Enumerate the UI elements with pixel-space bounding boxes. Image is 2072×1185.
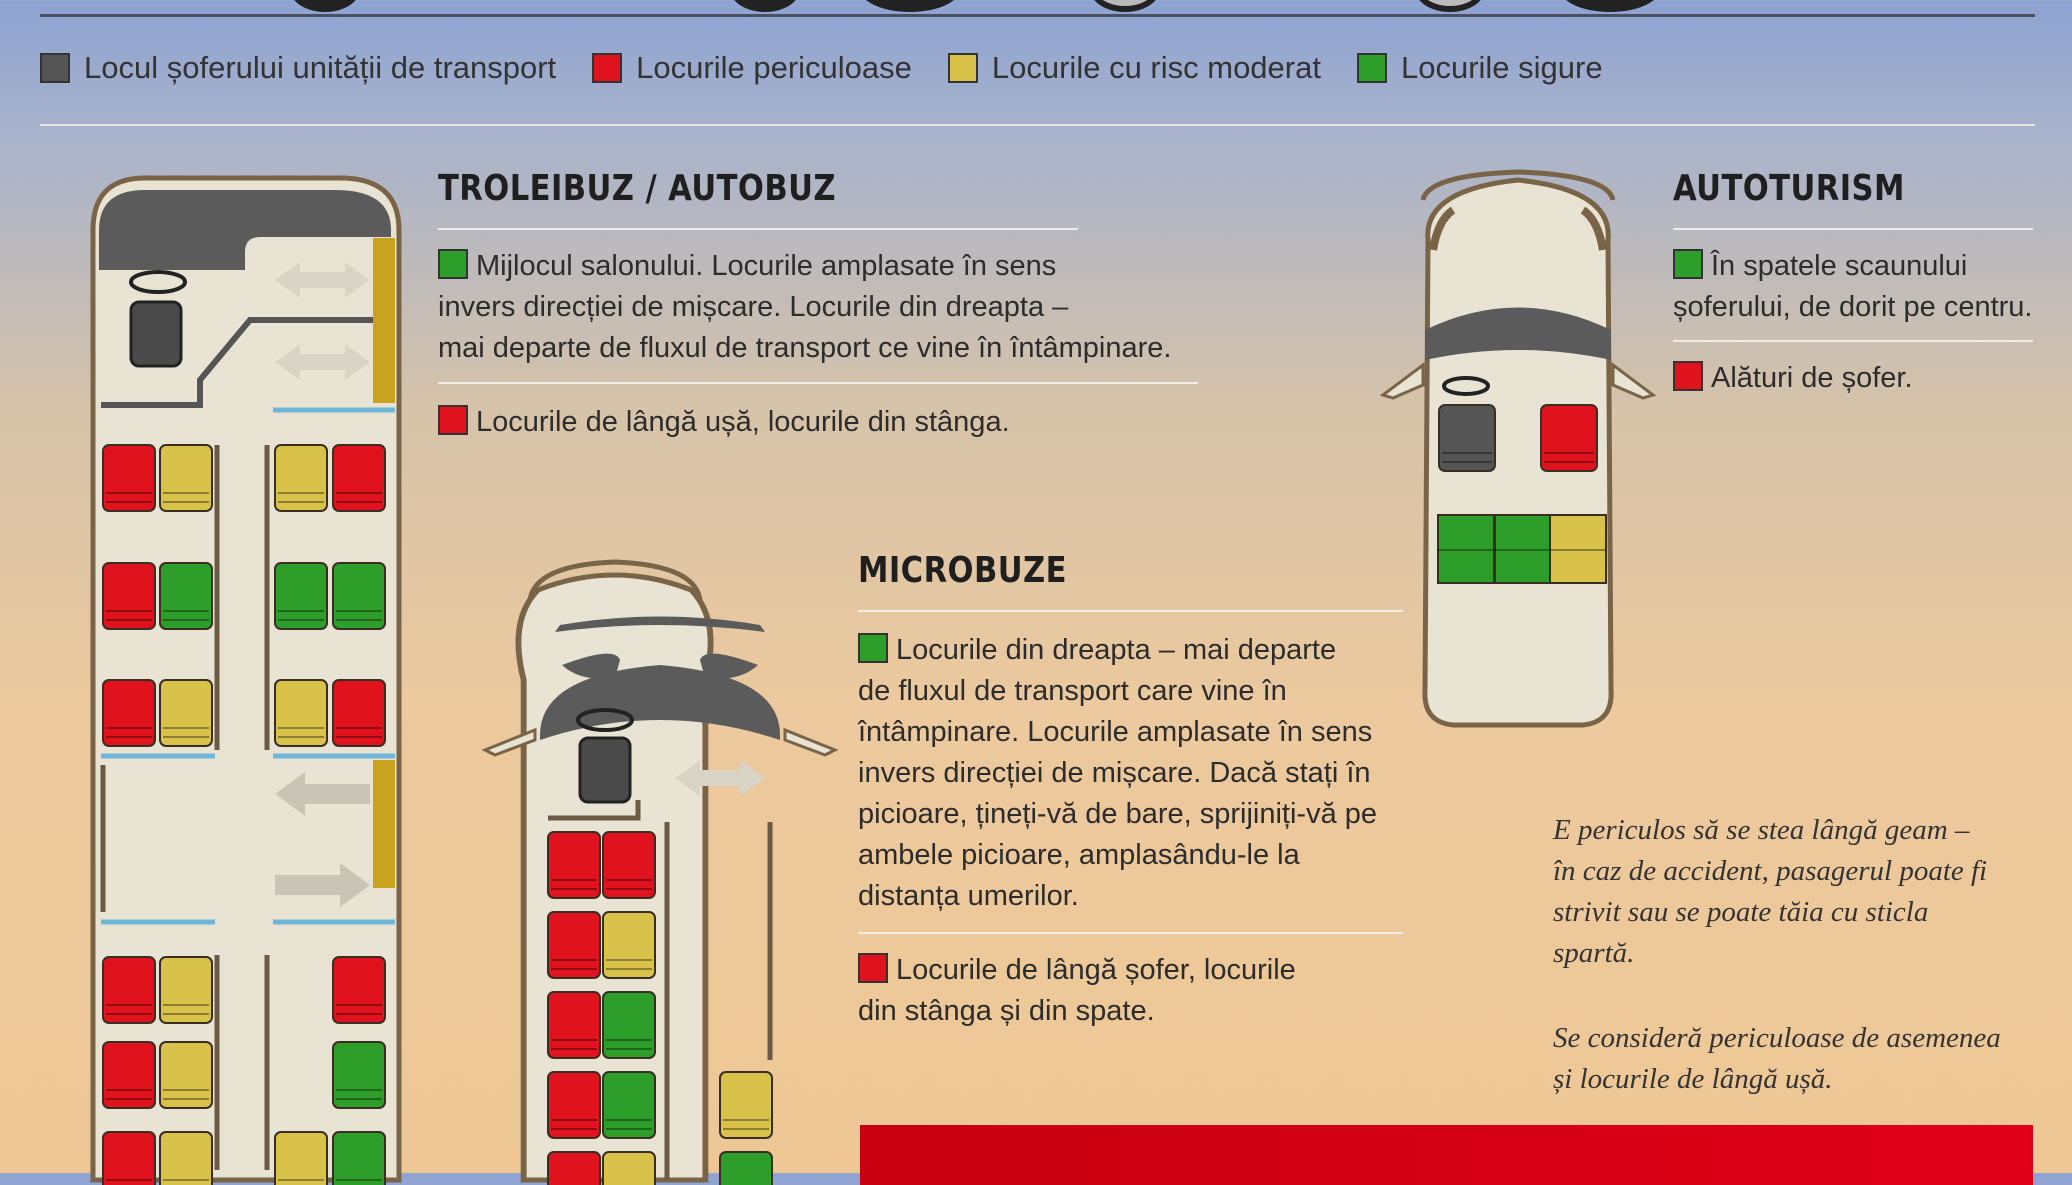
car-diagram [1383,170,1653,740]
car-title: AUTOTURISM [1673,168,1905,209]
minibus-text-divider [858,932,1403,934]
window-note-line-4: spartă. [1553,937,1635,969]
seat-danger [103,1132,155,1185]
minibus-safe-line-3: întâmpinare. Locurile amplasate în sens [858,716,1373,748]
legend-swatch-moderate [948,53,978,83]
minibus-safe-line-6: ambele picioare, amplasându-le la [858,839,1300,871]
bus-diagram [85,170,415,1170]
car-title-underline [1673,228,2033,230]
bottom-red-banner [860,1125,2033,1185]
car-safe-line-2: șoferului, de dorit pe centru. [1673,291,2033,323]
bus-danger-line: Locurile de lângă ușă, locurile din stânga. [476,406,1010,438]
bus-safe-text [438,246,1238,369]
wheel-icon [1415,0,1485,12]
minibus-safe-line-7: distanța umerilor. [858,880,1079,912]
seat-safe [720,1152,772,1185]
bus-safe-line-2: invers direcției de mișcare. Locurile din dreapta – [438,291,1069,323]
bus-title: TROLEIBUZ / AUTOBUZ [438,168,836,209]
legend [40,50,1603,86]
minibus-danger-line-2: din stânga și din spate. [858,995,1155,1027]
legend-swatch-safe [1357,53,1387,83]
car-danger-line: Alături de șofer. [1711,362,1913,394]
car-safe-text [1673,246,2063,328]
danger-swatch [858,953,888,983]
minibus-safe-line-4: invers direcției de mișcare. Dacă stați în [858,757,1371,789]
door-warning-note [1553,1018,2053,1100]
legend-item-safe [1357,50,1603,86]
window-note-line-2: în caz de accident, pasagerul poate fi [1553,855,1988,887]
car-safe-line-1: În spatele scaunului [1711,250,1968,282]
window-note-line-3: strivit sau se poate tăia cu sticla [1553,896,1929,928]
legend-label: Locurile periculoase [636,50,912,85]
minibus-diagram [480,560,840,1180]
window-warning-note [1553,810,2053,974]
bus-text-divider [438,382,1198,384]
seat-danger [548,1152,600,1185]
seat-moderate [275,1132,327,1185]
legend-item-driver [40,50,556,86]
bus-safe-line-3: mai departe de fluxul de transport ce vine în întâmpinare. [438,332,1172,364]
legend-swatch-danger [592,53,622,83]
wheel-icon [730,0,800,12]
seat-moderate [603,1152,655,1185]
minibus-danger-line-1: Locurile de lângă șofer, locurile [896,954,1296,986]
legend-item-danger [592,50,912,86]
legend-item-moderate [948,50,1321,86]
window-note-line-1: E periculos să se stea lângă geam – [1553,814,1970,846]
wheel-icon [1560,0,1660,12]
minibus-safe-line-2: de fluxul de transport care vine în [858,675,1287,707]
danger-swatch [438,405,468,435]
wheel-icon [860,0,960,12]
bus-title-underline [438,228,1078,230]
safe-swatch [858,633,888,663]
car-text-divider [1673,340,2033,342]
legend-label: Locul șoferului unității de transport [84,50,557,85]
minibus-safe-text [858,630,1418,917]
legend-label: Locurile cu risc moderat [991,50,1321,85]
minibus-safe-line-1: Locurile din dreapta – mai departe [896,634,1337,666]
legend-divider [40,124,2035,126]
minibus-danger-text [858,950,1418,1032]
minibus-title: MICROBUZE [858,550,1067,591]
minibus-safe-line-5: picioare, țineți-vă de bare, sprijiniți-vă pe [858,798,1378,830]
legend-swatch-driver [40,53,70,83]
seat-moderate [160,1132,212,1185]
wheel-icon [290,0,360,12]
minibus-title-underline [858,610,1403,612]
door-note-line-1: Se consideră periculoase de asemenea [1553,1022,2001,1054]
wheel-icon [1090,0,1160,12]
danger-swatch [1673,361,1703,391]
car-danger-text [1673,358,2063,399]
legend-label: Locurile sigure [1400,50,1603,85]
bus-safe-line-1: Mijlocul salonului. Locurile amplasate în sens [476,250,1057,282]
safe-swatch [438,249,468,279]
bus-danger-text [438,402,1238,443]
safe-swatch [1673,249,1703,279]
seat-safe [333,1132,385,1185]
door-note-line-2: și locurile de lângă ușă. [1553,1063,1833,1095]
top-divider [40,14,2035,17]
